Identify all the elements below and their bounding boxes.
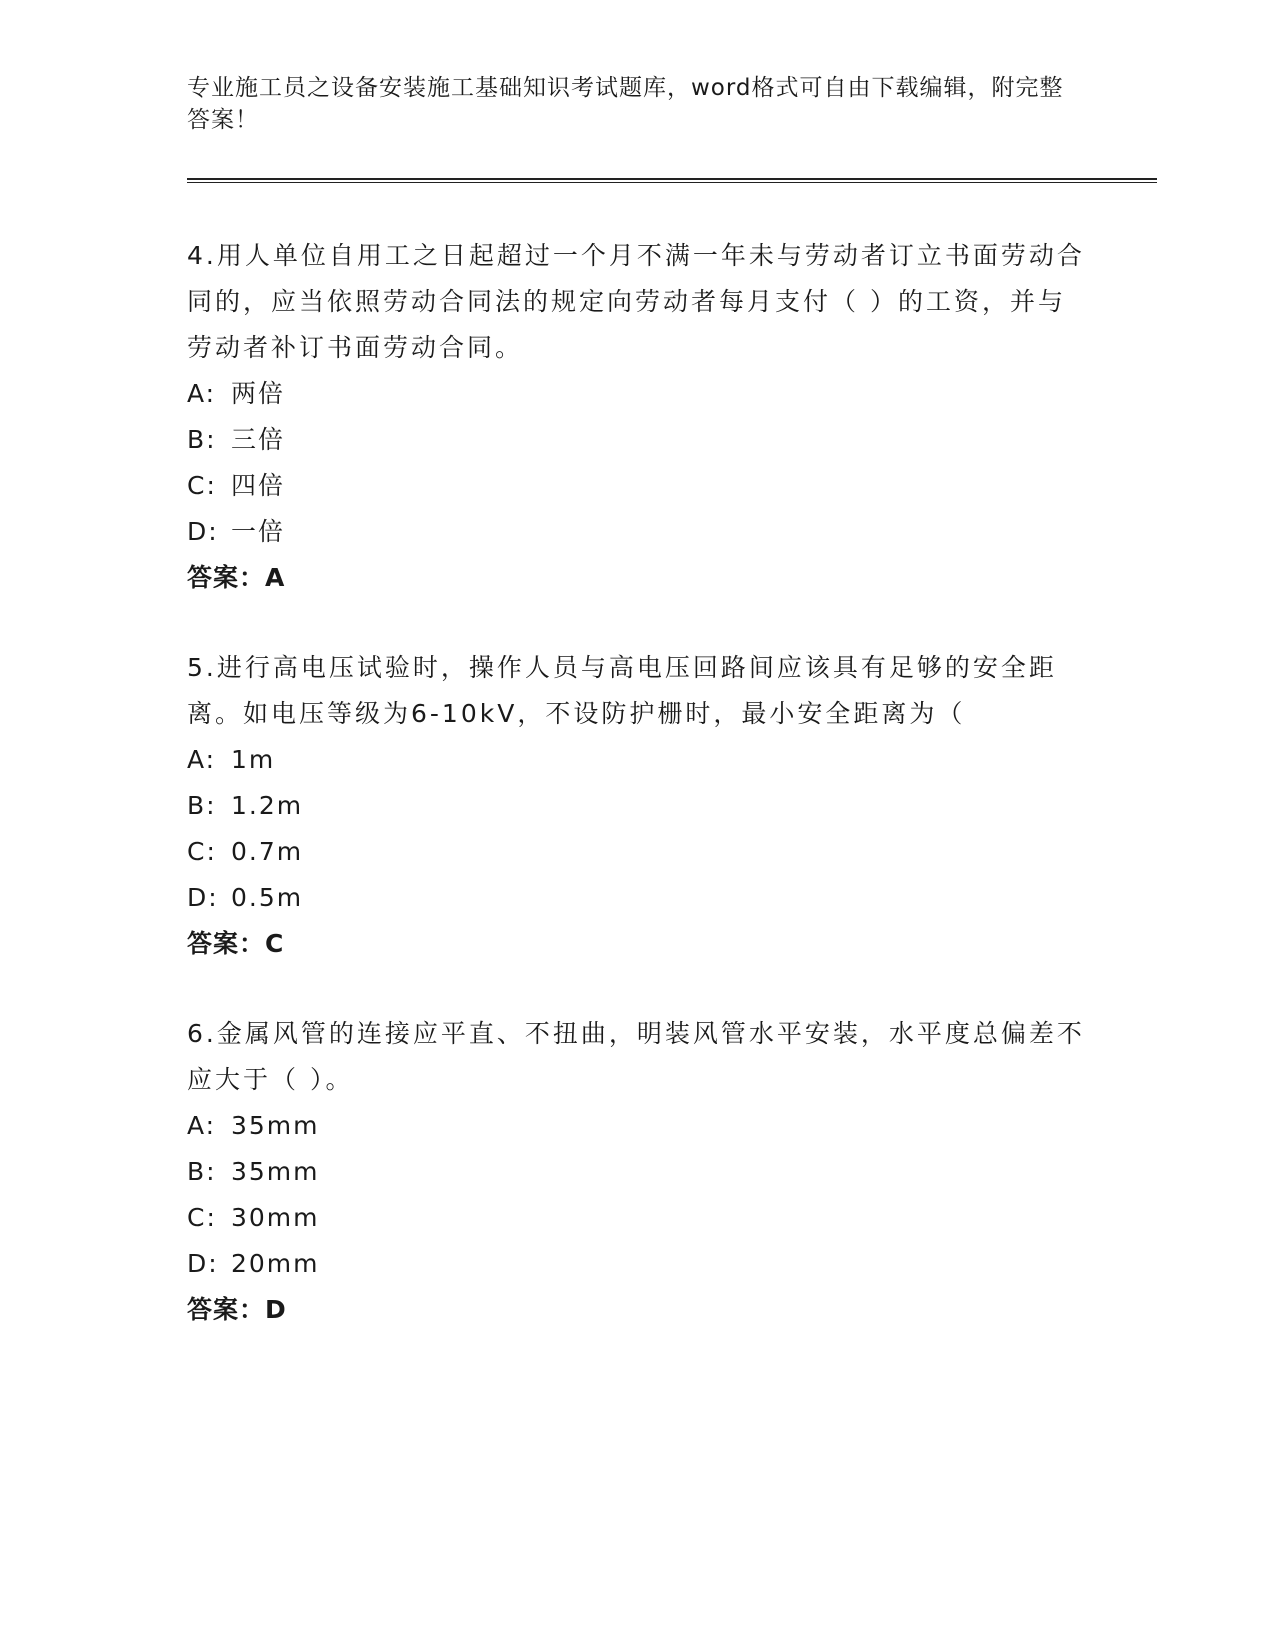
question-stem: 4.用人单位自用工之日起超过一个月不满一年未与劳动者订立书面劳动合同的，应当依照劳动合同法的规定向劳动者每月支付（ ）的工资，并与劳动者补订书面劳动合同。 — [187, 241, 1085, 362]
option-text: 30mm — [231, 1203, 320, 1232]
option-text: 一倍 — [231, 517, 286, 546]
question-list — [187, 233, 1087, 1377]
option-label: C: — [187, 1203, 217, 1232]
option-b — [187, 783, 1087, 829]
question-6 — [187, 1011, 1087, 1333]
option-d — [187, 509, 1087, 555]
option-label: B: — [187, 791, 217, 820]
option-label: B: — [187, 1157, 217, 1186]
question-5 — [187, 645, 1087, 967]
option-text: 三倍 — [231, 425, 286, 454]
option-label: C: — [187, 471, 217, 500]
option-a — [187, 371, 1087, 417]
option-text: 35mm — [231, 1157, 320, 1186]
option-text: 四倍 — [231, 471, 286, 500]
option-text: 两倍 — [231, 379, 286, 408]
option-c — [187, 463, 1087, 509]
option-c — [187, 829, 1087, 875]
question-stem: 6.金属风管的连接应平直、不扭曲，明装风管水平安装，水平度总偏差不应大于（ ）。 — [187, 1019, 1085, 1094]
answer-text: 答案：D — [187, 1295, 287, 1324]
option-label: C: — [187, 837, 217, 866]
option-label: D: — [187, 1249, 219, 1278]
question-4 — [187, 233, 1087, 601]
option-text: 0.7m — [231, 837, 304, 866]
document-header: 专业施工员之设备安装施工基础知识考试题库，word格式可自由下载编辑，附完整答案！ — [187, 75, 1064, 133]
question-stem: 5.进行高电压试验时，操作人员与高电压回路间应该具有足够的安全距离。如电压等级为6-10kV，不设防护栅时，最小安全距离为（ — [187, 653, 1057, 728]
header-divider-secondary — [187, 182, 1157, 183]
option-text: 20mm — [231, 1249, 320, 1278]
option-label: D: — [187, 883, 219, 912]
answer-text: 答案：C — [187, 929, 285, 958]
option-label: D: — [187, 517, 219, 546]
header-divider — [187, 178, 1157, 180]
option-label: A: — [187, 379, 217, 408]
option-text: 1m — [231, 745, 276, 774]
option-c — [187, 1195, 1087, 1241]
option-label: A: — [187, 745, 217, 774]
option-text: 35mm — [231, 1111, 320, 1140]
answer-text: 答案：A — [187, 563, 286, 592]
option-b — [187, 417, 1087, 463]
option-d — [187, 875, 1087, 921]
option-a — [187, 737, 1087, 783]
option-label: B: — [187, 425, 217, 454]
option-text: 0.5m — [231, 883, 304, 912]
option-a — [187, 1103, 1087, 1149]
option-b — [187, 1149, 1087, 1195]
option-d — [187, 1241, 1087, 1287]
option-text: 1.2m — [231, 791, 304, 820]
option-label: A: — [187, 1111, 217, 1140]
